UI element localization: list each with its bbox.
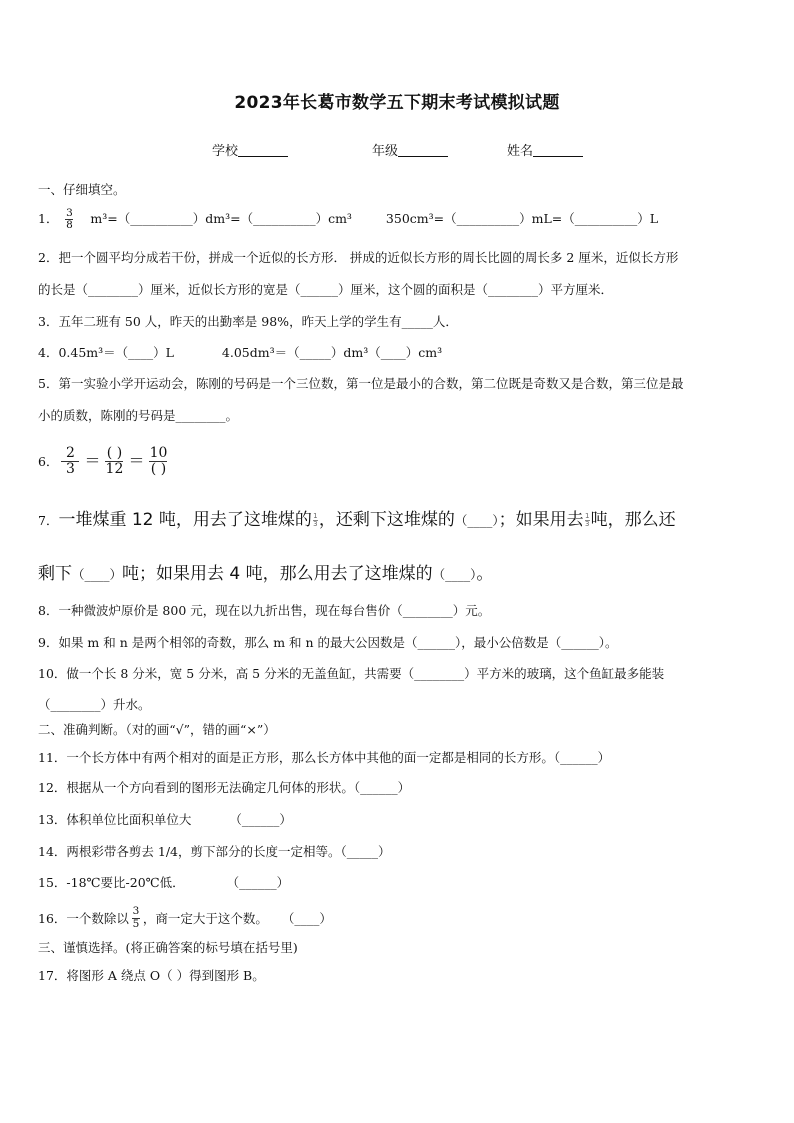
- q4-part1: 4．0.45m³＝（____）L: [38, 345, 174, 360]
- question-3: 3．五年二班有 50 人，昨天的出勤率是 98%，昨天上学的学生有_____人．: [38, 314, 458, 329]
- q6-f1-numerator: 2: [65, 444, 75, 461]
- q1-fraction-numerator: 3: [66, 207, 73, 219]
- q7-frac2-numerator: 1: [584, 511, 590, 520]
- q13-blank[interactable]: （______）: [229, 812, 292, 827]
- q6-equals-1: ＝: [84, 451, 101, 471]
- question-9: 9．如果 m 和 n 是两个相邻的奇数，那么 m 和 n 的最大公因数是（______），最小公倍数是（______）。: [38, 635, 618, 650]
- q7-text-7: 。: [476, 564, 494, 584]
- name-blank[interactable]: [533, 144, 583, 157]
- q6-equals-2: ＝: [128, 451, 145, 471]
- question-16: [38, 903, 332, 933]
- grade-label: 年级: [372, 144, 399, 159]
- q6-f3-denominator[interactable]: ( ): [150, 460, 167, 477]
- question-7-line-1: [38, 510, 676, 530]
- q6-number: 6．: [38, 453, 59, 469]
- q6-f2-numerator[interactable]: ( ): [106, 444, 123, 461]
- q1-fraction: [65, 208, 73, 231]
- question-2-line-2: 的长是（________）厘米，近似长方形的宽是（______）厘米，这个圆的面积是（________）平方厘米．: [38, 282, 614, 297]
- q4-part2: 4.05dm³＝（_____）dm³（____）cm³: [221, 345, 443, 360]
- q6-f3-numerator: 10: [149, 444, 168, 461]
- q7-text-3: ；如果用去: [498, 510, 584, 530]
- school-blank[interactable]: [238, 144, 288, 157]
- school-field: [212, 140, 288, 159]
- question-7-line-2: [38, 564, 493, 584]
- question-10-line-1: 10．做一个长 8 分米，宽 5 分米，高 5 分米的无盖鱼缸，共需要（________）平方米的玻璃，这个鱼缸最多能装: [38, 666, 665, 681]
- q7-fraction-1: [313, 513, 318, 528]
- q6-fraction-3: [149, 446, 167, 476]
- q6-f1-denominator: 3: [65, 460, 75, 477]
- name-field: [507, 140, 583, 159]
- q7-number: 7．: [38, 513, 59, 528]
- q7-text-4: 吨，那么还: [590, 510, 676, 530]
- q16-fraction-numerator: 3: [132, 905, 140, 918]
- q6-fraction-2: [105, 446, 123, 476]
- q16-blank[interactable]: （____）: [281, 910, 332, 926]
- question-17: 17．将图形 A 绕点 O（ ）得到图形 B。: [38, 968, 265, 983]
- question-2-line-1: 2．把一个圆平均分成若干份，拼成一个近似的长方形． 拼成的近似长方形的周长比圆的周长多 2 厘米，近似长方形: [38, 250, 679, 265]
- q1-part2: 350cm³=（__________）mL=（__________）L: [385, 211, 659, 227]
- question-12: 12．根据从一个方向看到的图形无法确定几何体的形状。（______）: [38, 780, 411, 795]
- q1-number: 1．: [38, 211, 59, 227]
- q1-fraction-denominator: 8: [66, 219, 73, 232]
- q16-fraction-denominator: 5: [132, 917, 140, 930]
- question-5-line-2: 小的质数，陈刚的号码是________。: [38, 408, 239, 423]
- q16-text-1: 16．一个数除以: [38, 910, 129, 926]
- name-label: 姓名: [507, 144, 534, 159]
- question-11: 11．一个长方体中有两个相对的面是正方形，那么长方体中其他的面一定都是相同的长方形。（______）: [38, 750, 611, 765]
- q7-blank-1[interactable]: （____）: [454, 513, 499, 528]
- question-1: [38, 208, 658, 231]
- question-10-line-2: （________）升水。: [38, 697, 151, 712]
- q7-text-1: 一堆煤重 12 吨，用去了这堆煤的: [58, 510, 312, 530]
- page-title: 2023年长葛市数学五下期末考试模拟试题: [234, 93, 560, 113]
- q7-text-6: 吨；如果用去 4 吨，那么用去了这堆煤的: [122, 564, 433, 584]
- q7-frac1-denominator: 3: [313, 519, 318, 528]
- q15-blank[interactable]: （______）: [226, 875, 290, 890]
- q7-text-5: 剩下: [38, 564, 72, 584]
- question-6: [38, 441, 170, 481]
- question-13: [38, 812, 292, 827]
- q16-fraction: [132, 906, 140, 929]
- q1-part1: m³=（__________）dm³=（__________）cm³: [90, 211, 352, 227]
- q16-text-2: ，商一定大于这个数。: [142, 910, 268, 926]
- question-5-line-1: 5．第一实验小学开运动会，陈刚的号码是一个三位数，第一位是最小的合数，第二位既是奇数又是合数，第三位是最: [38, 376, 684, 391]
- q7-frac1-numerator: 1: [313, 511, 318, 520]
- section-2-heading: 二、准确判断。（对的画“√”，错的画“×”）: [38, 722, 276, 737]
- q7-blank-2[interactable]: （____）: [72, 567, 123, 582]
- grade-field: [372, 140, 448, 159]
- section-1-heading: 一、仔细填空。: [38, 182, 126, 197]
- q13-text: 13．体积单位比面积单位大: [38, 812, 192, 827]
- school-label: 学校: [212, 144, 239, 159]
- q15-text: 15．-18℃要比-20℃低．: [38, 875, 185, 890]
- q6-f2-denominator: 12: [105, 460, 124, 477]
- question-8: 8．一种微波炉原价是 800 元，现在以九折出售，现在每台售价（________）元。: [38, 603, 491, 618]
- q7-text-2: ，还剩下这堆煤的: [318, 510, 455, 530]
- q7-frac2-denominator: 3: [584, 519, 590, 528]
- q7-fraction-2: [585, 513, 590, 528]
- question-15: [38, 875, 289, 890]
- question-4: [38, 345, 442, 360]
- question-14: 14．两根彩带各剪去 1/4，剪下部分的长度一定相等。（_____）: [38, 844, 391, 859]
- section-3-heading: 三、谨慎选择。(将正确答案的标号填在括号里): [38, 940, 298, 955]
- q7-blank-3[interactable]: （____）: [432, 567, 477, 582]
- grade-blank[interactable]: [398, 144, 448, 157]
- q6-fraction-1: [61, 446, 79, 476]
